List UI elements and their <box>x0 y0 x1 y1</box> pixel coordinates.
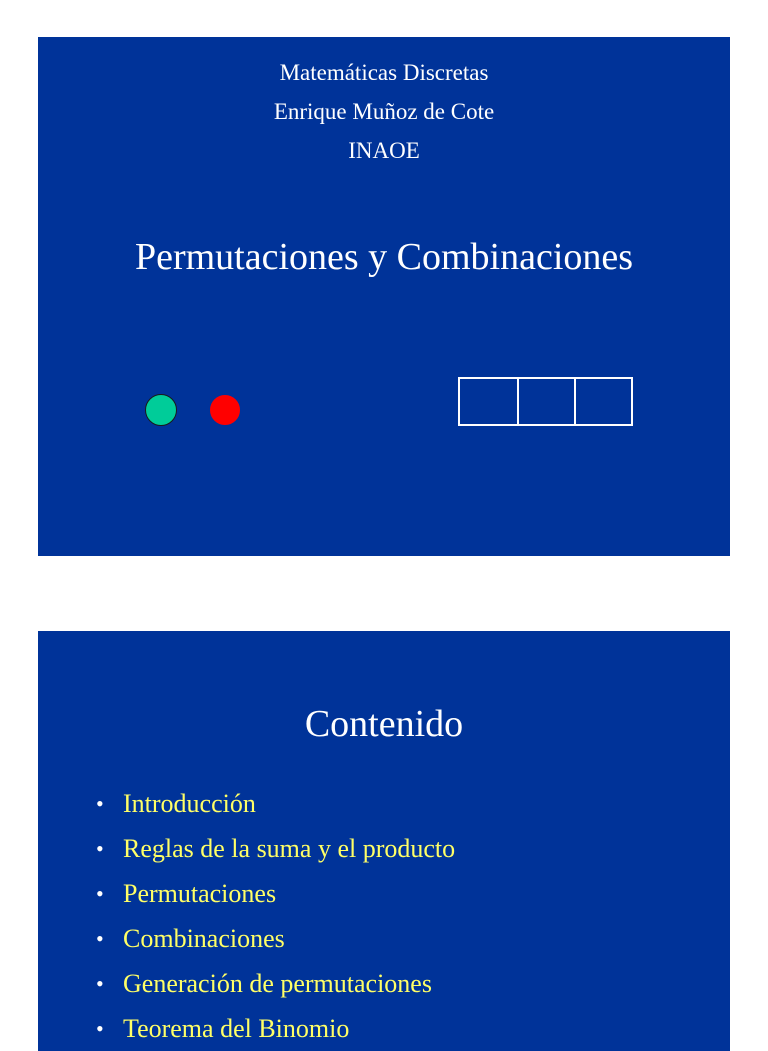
list-item-text: Teorema del Binomio <box>123 1014 350 1043</box>
list-item <box>96 826 455 871</box>
position-box <box>517 377 576 426</box>
contents-slide <box>38 631 730 1051</box>
bullet-icon: • <box>96 881 104 906</box>
list-item-text: Introducción <box>123 789 256 818</box>
list-item <box>96 961 455 1006</box>
contents-list <box>96 781 455 1051</box>
position-box <box>574 377 633 426</box>
list-item <box>96 916 455 961</box>
slide-title: Permutaciones y Combinaciones <box>134 236 634 278</box>
bullet-icon: • <box>96 926 104 951</box>
course-name: Matemáticas Discretas <box>279 60 489 85</box>
bullet-icon: • <box>96 791 104 816</box>
list-item-text: Generación de permutaciones <box>123 969 432 998</box>
red-circle <box>209 394 241 426</box>
list-item-text: Combinaciones <box>123 924 285 953</box>
list-item-text: Permutaciones <box>123 879 277 908</box>
bullet-icon: • <box>96 836 104 861</box>
green-circle <box>145 394 177 426</box>
list-item <box>96 871 455 916</box>
author-name: Enrique Muñoz de Cote <box>273 99 495 124</box>
contents-title: Contenido <box>304 703 464 745</box>
institution-name: INAOE <box>348 138 420 163</box>
list-item-text: Reglas de la suma y el producto <box>123 834 456 863</box>
position-boxes <box>458 377 633 426</box>
list-item <box>96 781 455 826</box>
position-box <box>458 377 519 426</box>
title-slide <box>38 37 730 556</box>
list-item <box>96 1006 455 1051</box>
bullet-icon: • <box>96 971 104 996</box>
bullet-icon: • <box>96 1016 104 1041</box>
